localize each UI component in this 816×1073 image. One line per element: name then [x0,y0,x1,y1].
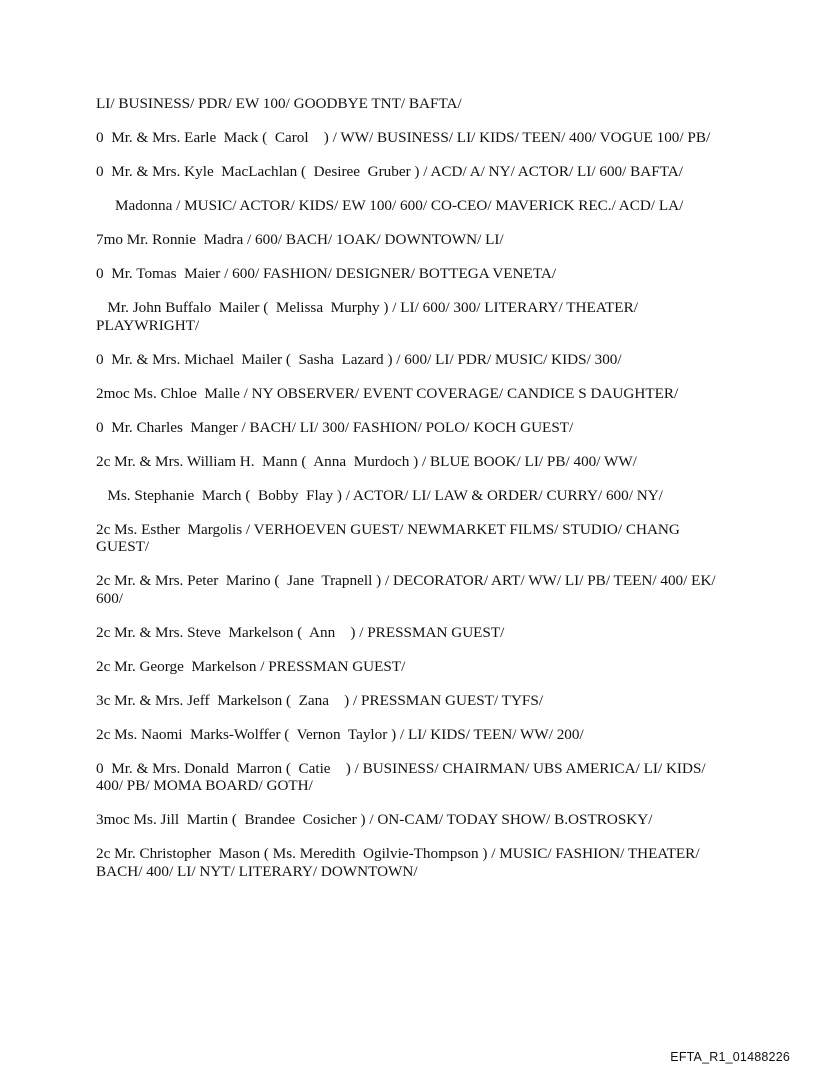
guest-entry: 0 Mr. Tomas Maier / 600/ FASHION/ DESIGNER/ BOTTEGA VENETA/ [96,265,557,282]
guest-entry: LI/ BUSINESS/ PDR/ EW 100/ GOODBYE TNT/ BAFTA/ [96,95,462,112]
guest-entry: 2moc Ms. Chloe Malle / NY OBSERVER/ EVENT COVERAGE/ CANDICE S DAUGHTER/ [96,384,679,402]
guest-entry: Mr. John Buffalo Mailer ( Melissa Murphy ) / LI/ 600/ 300/ LITERARY/ THEATER/ PLAYWRIGHT/ [96,299,642,334]
guest-entry: 2c Mr. & Mrs. Steve Markelson ( Ann ) / PRESSMAN GUEST/ [96,623,505,641]
guest-entry: Ms. Stephanie March ( Bobby Flay ) / ACTOR/ LI/ LAW & ORDER/ CURRY/ 600/ NY/ [96,486,663,504]
guest-entry: 2c Mr. & Mrs. William H. Mann ( Anna Murdoch ) / BLUE BOOK/ LI/ PB/ 400/ WW/ [96,452,637,470]
guest-entry: 2c Mr. Christopher Mason ( Ms. Meredith Ogilvie-Thompson ) / MUSIC/ FASHION/ THEATER/ BACH/ 400/ LI/ NYT/ LITERARY/ DOWNTOWN/ [96,845,704,880]
guest-entry: 0 Mr. Charles Manger / BACH/ LI/ 300/ FASHION/ POLO/ KOCH GUEST/ [96,418,574,436]
guest-entry: 3c Mr. & Mrs. Jeff Markelson ( Zana ) / PRESSMAN GUEST/ TYFS/ [96,691,544,709]
guest-entry: 3moc Ms. Jill Martin ( Brandee Cosicher ) / ON-CAM/ TODAY SHOW/ B.OSTROSKY/ [96,811,653,828]
guest-entry: 2c Mr. & Mrs. Peter Marino ( Jane Trapnell ) / DECORATOR/ ART/ WW/ LI/ PB/ TEEN/ 400/ EK/ 600/ [96,572,720,607]
guest-entry: 2c Mr. George Markelson / PRESSMAN GUEST/ [96,657,406,675]
document-id: EFTA_R1_01488226 [670,1050,790,1064]
guest-list [96,95,736,897]
guest-entry: 2c Ms. Esther Margolis / VERHOEVEN GUEST/ NEWMARKET FILMS/ STUDIO/ CHANG GUEST/ [96,520,684,555]
guest-entry: 0 Mr. & Mrs. Kyle MacLachlan ( Desiree Gruber ) / ACD/ A/ NY/ ACTOR/ LI/ 600/ BAFTA/ [96,163,683,180]
guest-entry: 7mo Mr. Ronnie Madra / 600/ BACH/ 1OAK/ DOWNTOWN/ LI/ [96,231,504,248]
guest-entry: 0 Mr. & Mrs. Michael Mailer ( Sasha Lazard ) / 600/ LI/ PDR/ MUSIC/ KIDS/ 300/ [96,350,622,368]
guest-entry: 2c Ms. Naomi Marks-Wolffer ( Vernon Taylor ) / LI/ KIDS/ TEEN/ WW/ 200/ [96,725,584,743]
guest-entry: Madonna / MUSIC/ ACTOR/ KIDS/ EW 100/ 600/ CO-CEO/ MAVERICK REC./ ACD/ LA/ [96,197,684,214]
guest-entry: 0 Mr. & Mrs. Earle Mack ( Carol ) / WW/ BUSINESS/ LI/ KIDS/ TEEN/ 400/ VOGUE 100/ PB/ [96,129,711,146]
guest-entry: 0 Mr. & Mrs. Donald Marron ( Catie ) / BUSINESS/ CHAIRMAN/ UBS AMERICA/ LI/ KIDS/ 400/ PB/ MOMA BOARD/ GOTH/ [96,759,710,794]
